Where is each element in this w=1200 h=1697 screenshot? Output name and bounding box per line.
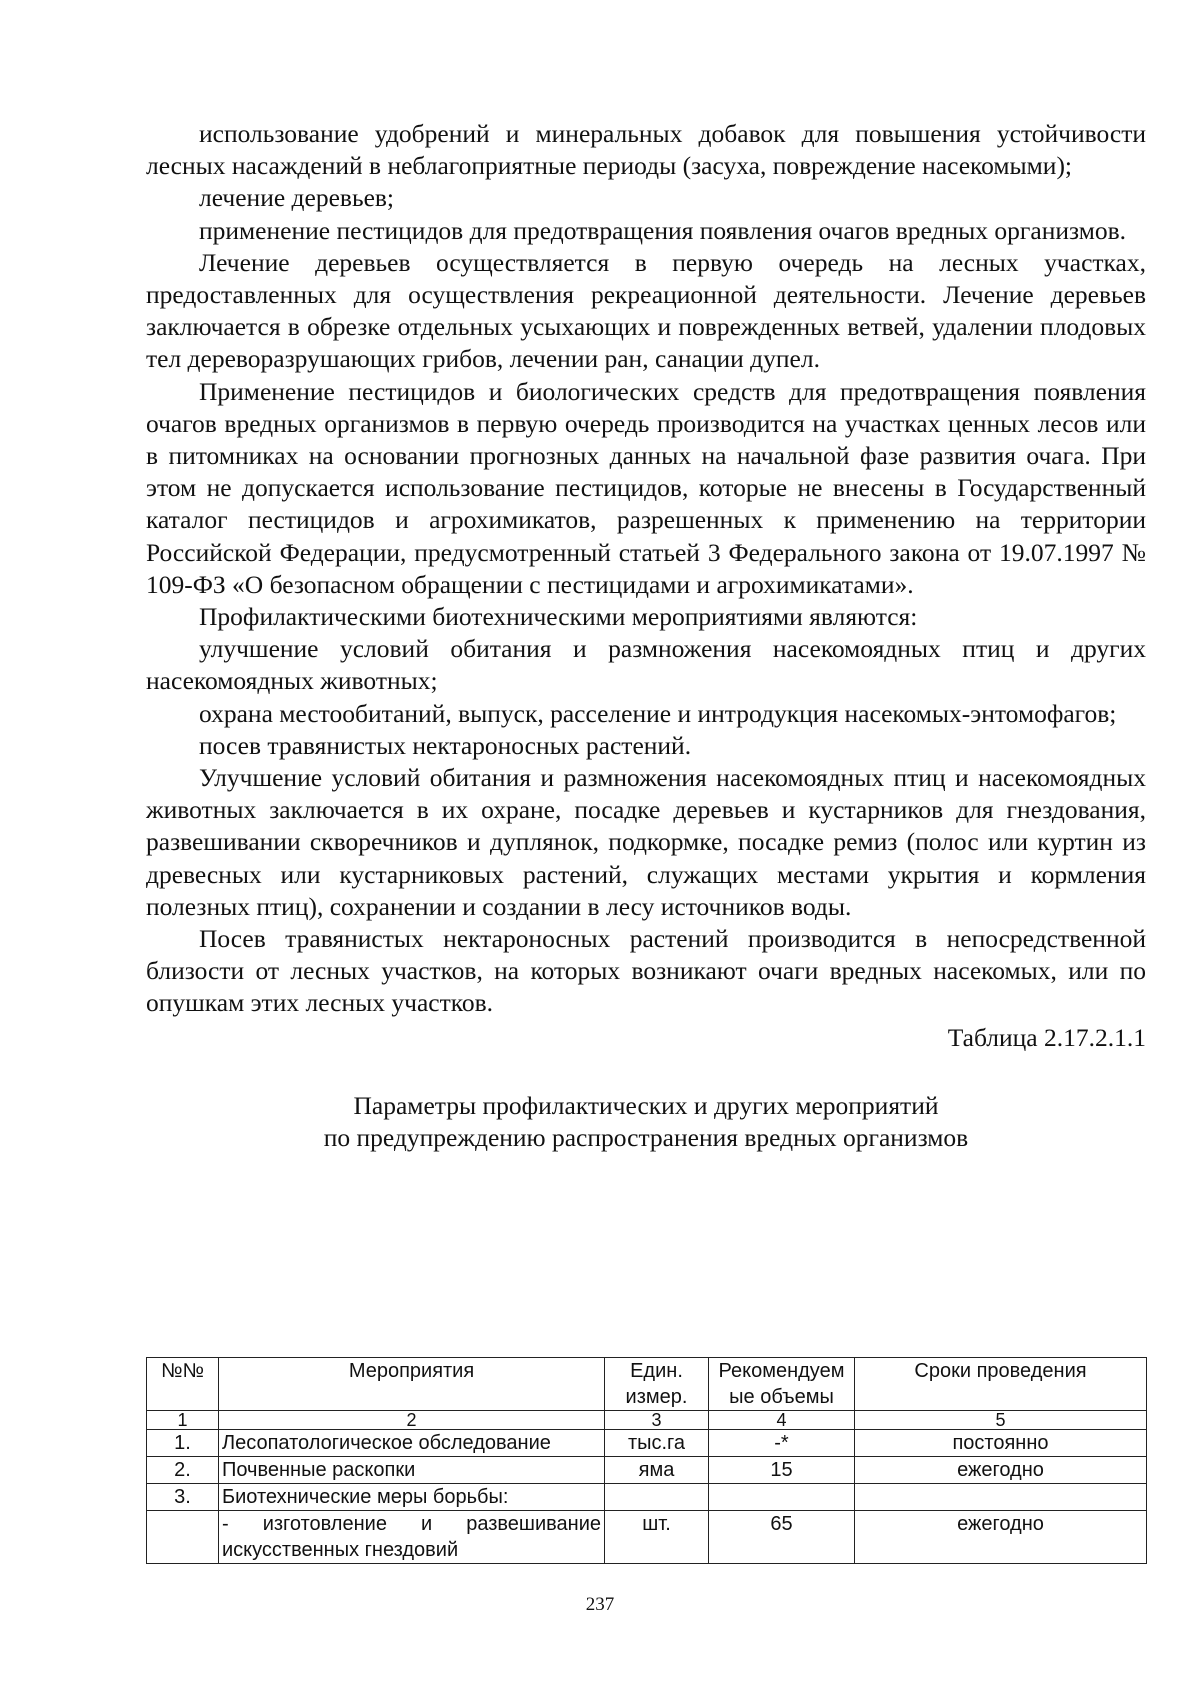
- table-row: [147, 1511, 1147, 1564]
- cell-volume: -*: [709, 1430, 855, 1457]
- table-title-line: по предупреждению распространения вредных организмов: [323, 1122, 969, 1152]
- table-row: [147, 1457, 1147, 1484]
- colnum: 5: [855, 1411, 1147, 1430]
- header-number: №№: [147, 1358, 219, 1411]
- cell-unit: тыс.га: [605, 1430, 709, 1457]
- cell-number: 2.: [147, 1457, 219, 1484]
- document-body: [146, 118, 1146, 1154]
- table-colnum-row: [147, 1411, 1147, 1430]
- table-row: [147, 1484, 1147, 1511]
- cell-name: Биотехнические меры борьбы:: [219, 1484, 605, 1511]
- cell-name: - изготовление и развешивание искусственных гнездовий: [219, 1511, 605, 1564]
- paragraph: улучшение условий обитания и размножения насекомоядных птиц и других насекомоядных животных;: [146, 634, 1146, 696]
- header-volume: Рекомендуем ые объемы: [709, 1358, 855, 1411]
- header-unit: Един. измер.: [605, 1358, 709, 1411]
- cell-term: ежегодно: [855, 1457, 1147, 1484]
- paragraph: применение пестицидов для предотвращения появления очагов вредных организмов.: [199, 215, 1127, 245]
- cell-unit: яма: [605, 1457, 709, 1484]
- table-title-line: Параметры профилактических и других мероприятий: [353, 1090, 939, 1120]
- cell-volume: 65: [709, 1511, 855, 1564]
- table-header-row: [147, 1358, 1147, 1411]
- cell-unit: [605, 1484, 709, 1511]
- paragraph: Применение пестицидов и биологических средств для предотвращения появления очагов вредных организмов в первую очередь производится на участках ценных лесов или в питомниках на основании прогнозных данных на начальной фазе развития очага. При этом не допускается использование пестицидов, которые не внесены в Государственный каталог пестицидов и агрохимикатов, разрешенных к применению на территории Российской Федерации, предусмотренный статьей 3 Федерального закона от 19.07.1997 № 109-ФЗ «О безопасном обращении с пестицидами и агрохимикатами».: [146, 376, 1146, 599]
- cell-term: ежегодно: [855, 1511, 1147, 1564]
- colnum: 2: [219, 1411, 605, 1430]
- paragraph: охрана местообитаний, выпуск, расселение и интродукция насекомых-энтомофагов;: [199, 698, 1117, 728]
- cell-number: [147, 1511, 219, 1564]
- colnum: 4: [709, 1411, 855, 1430]
- paragraph: Лечение деревьев осуществляется в первую очередь на лесных участках, предоставленных для осуществления рекреационной деятельности. Лечение деревьев заключается в обрезке отдельных усыхающих и поврежденных ветвей, удалении плодовых тел дереворазрушающих грибов, лечении ран, санации дупел.: [146, 247, 1146, 374]
- measures-table: [146, 1357, 1147, 1564]
- cell-term: постоянно: [855, 1430, 1147, 1457]
- paragraph: посев травянистых нектароносных растений.: [199, 730, 692, 760]
- paragraph: Посев травянистых нектароносных растений производится в непосредственной близости от лесных участков, на которых возникают очаги вредных насекомых, или по опушкам этих лесных участков.: [146, 924, 1146, 1018]
- paragraph: Профилактическими биотехническими мероприятиями являются:: [199, 602, 918, 632]
- paragraph: использование удобрений и минеральных добавок для повышения устойчивости лесных насаждений в неблагоприятные периоды (засуха, повреждение насекомыми);: [146, 119, 1146, 181]
- cell-term: [855, 1484, 1147, 1511]
- paragraph: лечение деревьев;: [199, 183, 395, 213]
- header-measures: Мероприятия: [219, 1358, 605, 1411]
- table-row: [147, 1430, 1147, 1457]
- page-number: 237: [585, 1594, 615, 1615]
- colnum: 3: [605, 1411, 709, 1430]
- colnum: 1: [147, 1411, 219, 1430]
- cell-number: 1.: [147, 1430, 219, 1457]
- header-terms: Сроки проведения: [855, 1358, 1147, 1411]
- cell-number: 3.: [147, 1484, 219, 1511]
- cell-volume: 15: [709, 1457, 855, 1484]
- cell-name: Почвенные раскопки: [219, 1457, 605, 1484]
- cell-name: Лесопатологическое обследование: [219, 1430, 605, 1457]
- table-title: [146, 1090, 1146, 1154]
- table-caption: Таблица 2.17.2.1.1: [947, 1022, 1146, 1052]
- paragraph: Улучшение условий обитания и размножения насекомоядных птиц и насекомоядных животных заключается в их охране, посадке деревьев и кустарников для гнездования, развешивании скворечников и дуплянок, подкормке, посадке ремиз (полос или куртин из древесных или кустарниковых растений, служащих местами укрытия и кормления полезных птиц), сохранении и создании в лесу источников воды.: [146, 763, 1146, 921]
- cell-volume: [709, 1484, 855, 1511]
- cell-unit: шт.: [605, 1511, 709, 1564]
